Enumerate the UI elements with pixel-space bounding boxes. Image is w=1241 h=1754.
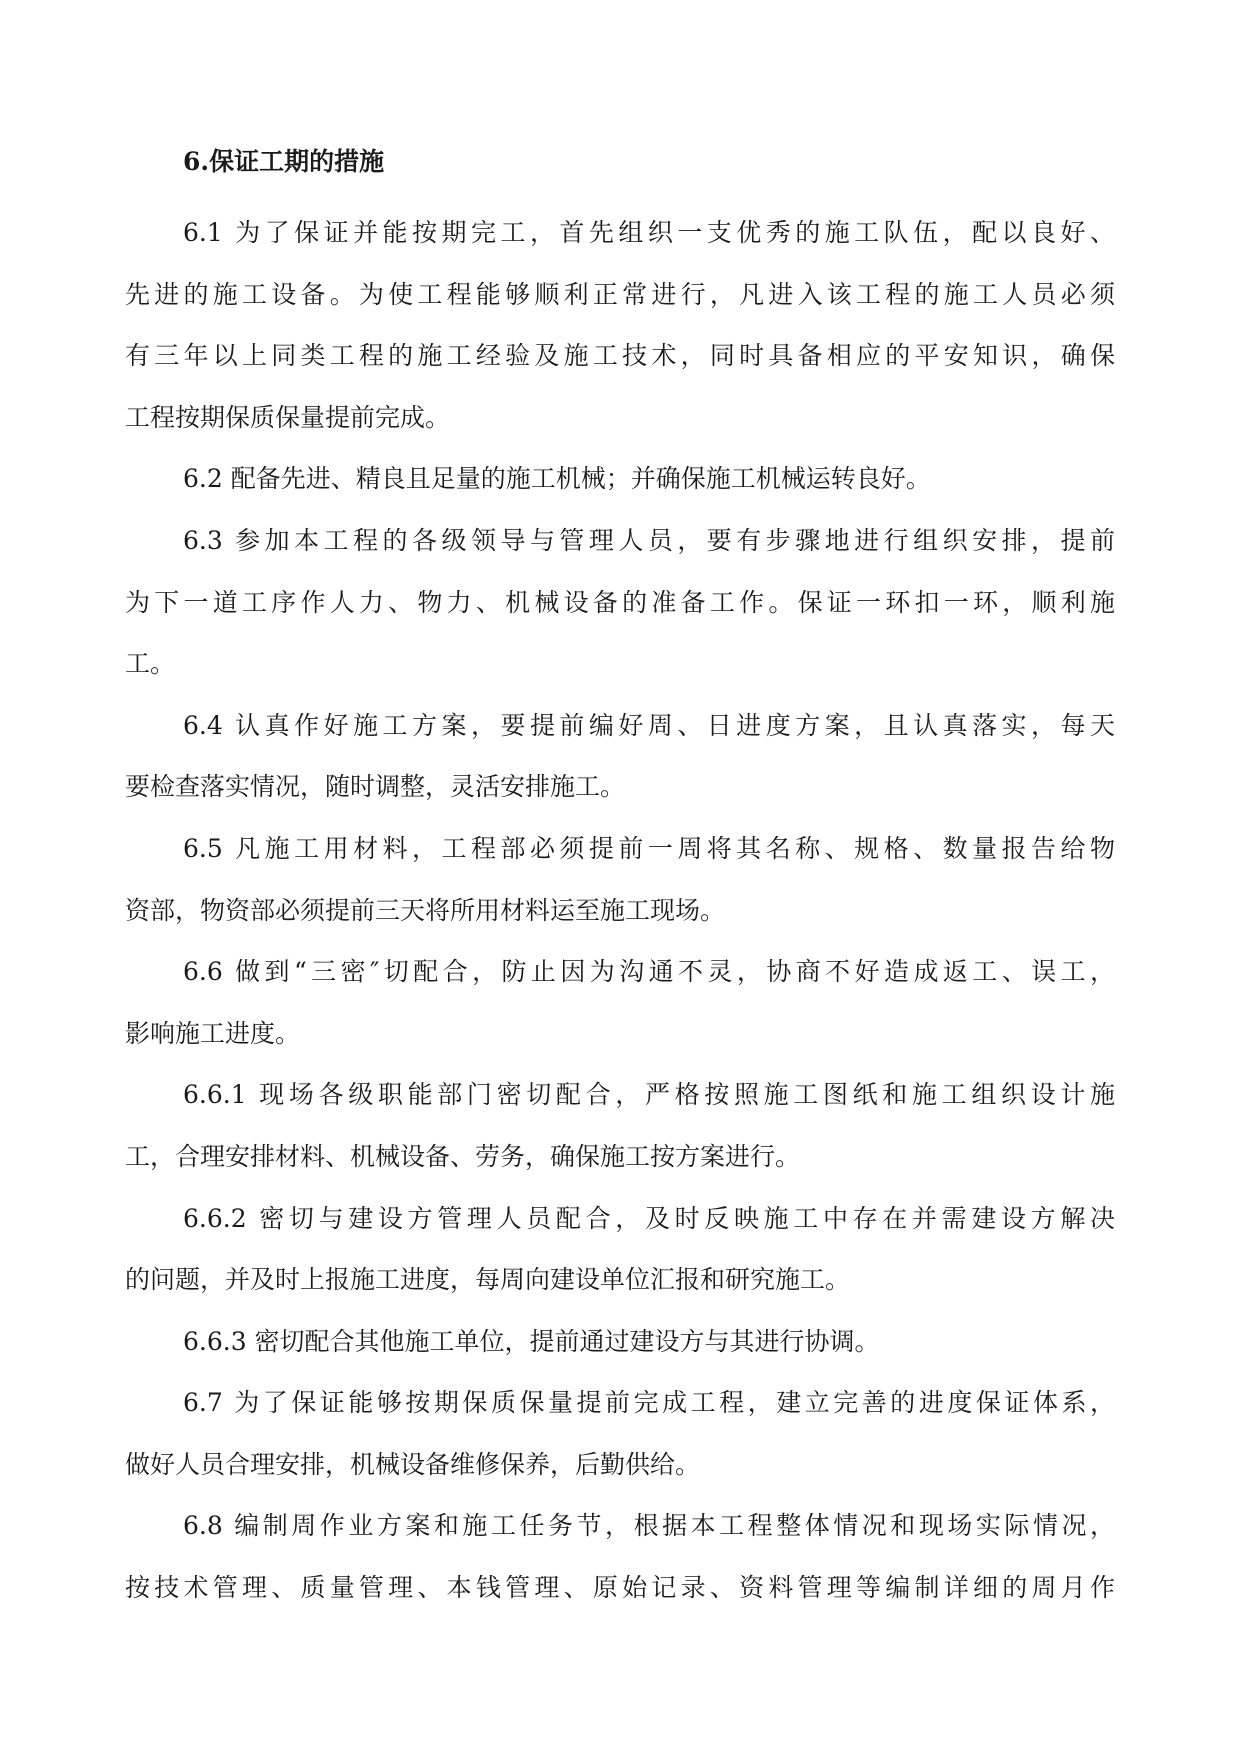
- text-line: 6.6.3 密切配合其他施工单位，提前通过建设方与其进行协调。: [183, 1326, 880, 1356]
- text-line: 6.2 配备先进、精良且足量的施工机械；并确保施工机械运转良好。: [183, 464, 931, 494]
- text-line: 工。: [125, 649, 176, 679]
- text-line: 为下一道工序作人力、物力、机械设备的准备工作。保证一环扣一环，顺利施: [125, 587, 1115, 617]
- text-line: 6.5 凡施工用材料，工程部必须提前一周将其名称、规格、数量报告给物: [183, 833, 1115, 863]
- text-line: 6.8 编制周作业方案和施工任务节，根据本工程整体情况和现场实际情况，: [183, 1511, 1115, 1541]
- text-line: 工程按期保质保量提前完成。: [125, 402, 451, 432]
- text-line: 做好人员合理安排，机械设备维修保养，后勤供给。: [125, 1449, 701, 1479]
- text-line: 先进的施工设备。为使工程能够顺利正常进行，凡进入该工程的施工人员必须: [125, 279, 1115, 309]
- text-line: 6.7 为了保证能够按期保质保量提前完成工程，建立完善的进度保证体系，: [183, 1388, 1115, 1418]
- text-line: 6.6.2 密切与建设方管理人员配合，及时反映施工中存在并需建设方解决: [183, 1203, 1115, 1233]
- text-line: 按技术管理、质量管理、本钱管理、原始记录、资料管理等编制详细的周月作: [125, 1573, 1115, 1603]
- text-line: 有三年以上同类工程的施工经验及施工技术，同时具备相应的平安知识，确保: [125, 341, 1115, 371]
- text-line: 要检查落实情况，随时调整，灵活安排施工。: [125, 772, 626, 802]
- text-line: 6.6.1 现场各级职能部门密切配合，严格按照施工图纸和施工组织设计施: [183, 1080, 1115, 1110]
- document-body: [125, 202, 1115, 1619]
- text-line: 的问题，并及时上报施工进度，每周向建设单位汇报和研究施工。: [125, 1265, 851, 1295]
- text-line: 6.3 参加本工程的各级领导与管理人员，要有步骤地进行组织安排，提前: [183, 525, 1115, 555]
- text-line: 影响施工进度。: [125, 1018, 301, 1048]
- text-line: 6.6 做到“三密″切配合，防止因为沟通不灵，协商不好造成返工、误工，: [183, 957, 1115, 987]
- text-line: 资部，物资部必须提前三天将所用材料运至施工现场。: [125, 895, 726, 925]
- text-line: 6.1 为了保证并能按期完工，首先组织一支优秀的施工队伍，配以良好、: [183, 218, 1115, 247]
- text-line: 6.4 认真作好施工方案，要提前编好周、日进度方案，且认真落实，每天: [183, 710, 1115, 740]
- text-line: 工，合理安排材料、机械设备、劳务，确保施工按方案进行。: [125, 1141, 801, 1171]
- section-heading: 6.保证工期的措施: [183, 147, 385, 176]
